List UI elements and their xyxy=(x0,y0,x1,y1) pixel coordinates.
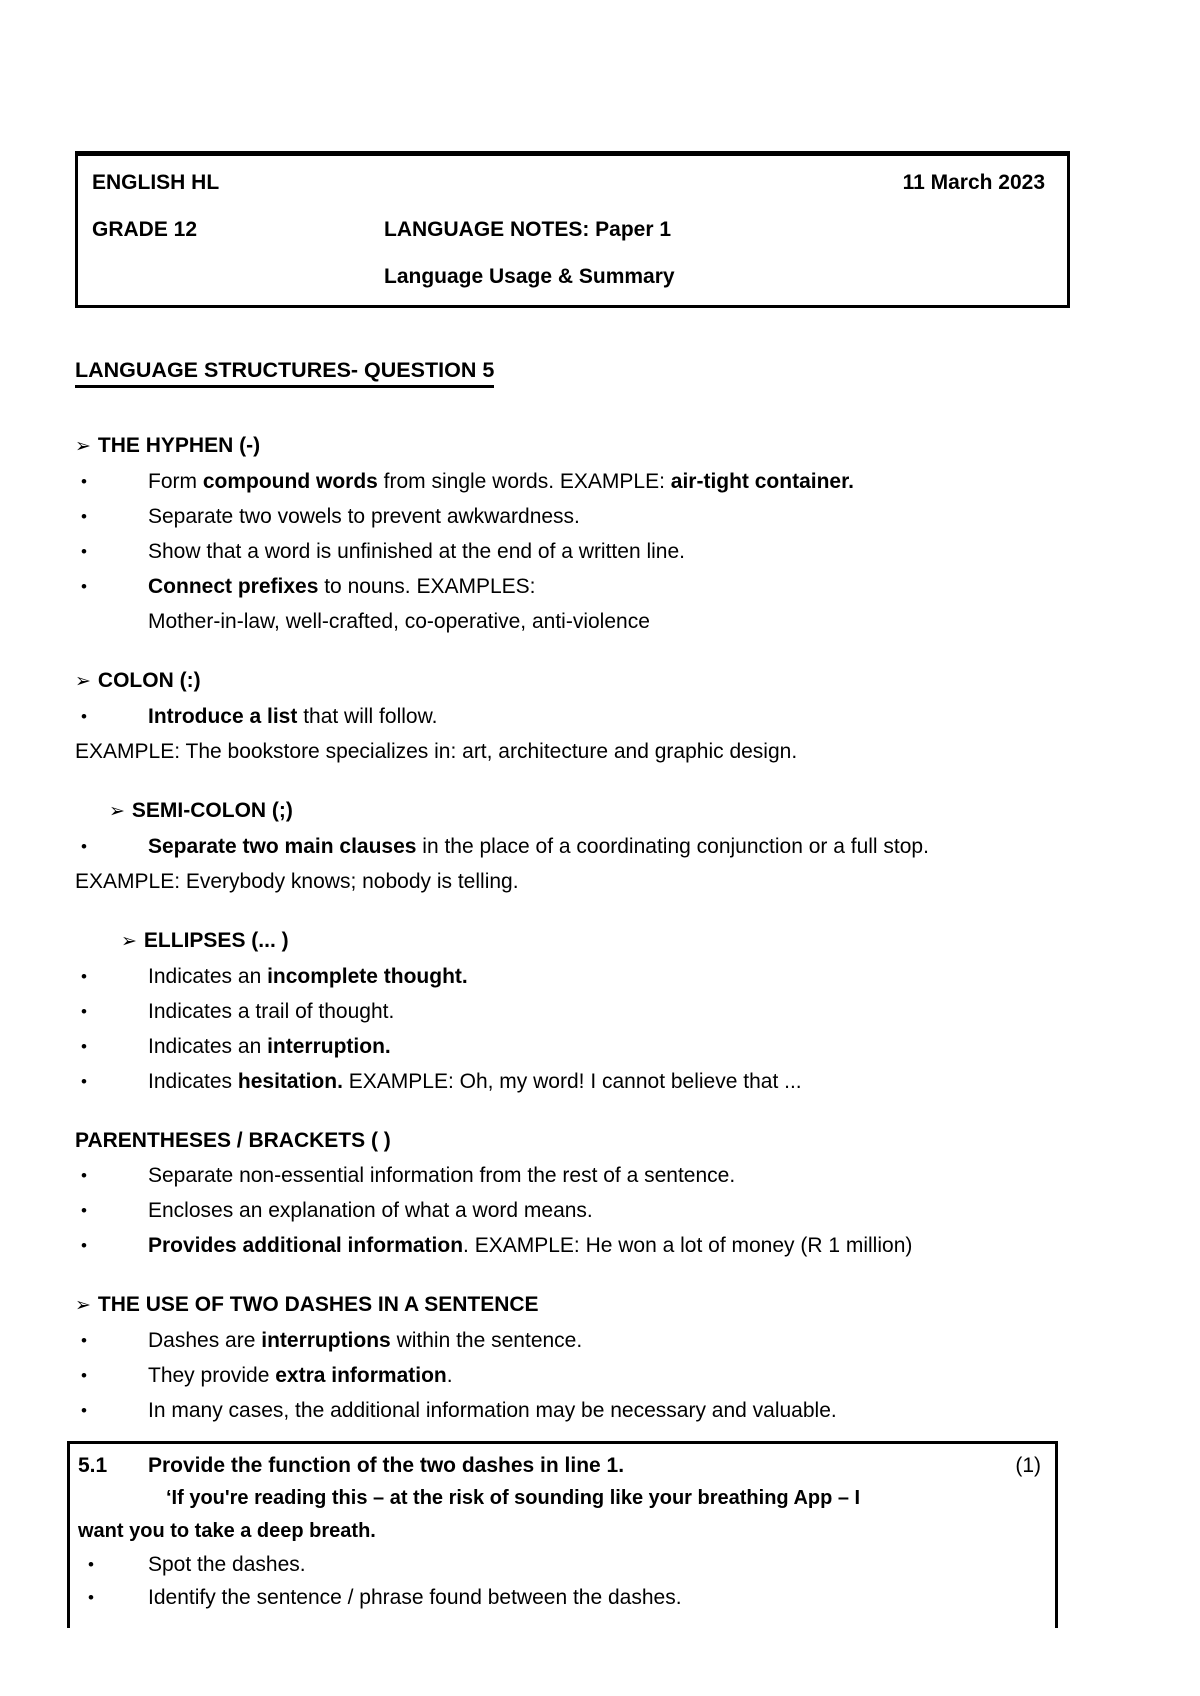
bullet-text xyxy=(148,1234,912,1257)
bullet-line xyxy=(75,569,1070,604)
question-bullet-text: Spot the dashes. xyxy=(148,1553,306,1576)
question-bullet xyxy=(78,1548,1041,1581)
bullet-icon: • xyxy=(81,577,87,596)
bullet-line xyxy=(75,1029,1070,1064)
text-run: that will follow. xyxy=(297,705,438,728)
text-run: Indicates a trail of thought. xyxy=(148,1000,395,1023)
question-box xyxy=(67,1441,1058,1628)
text-run: They provide xyxy=(148,1364,276,1387)
question-text: Provide the function of the two dashes in line 1. xyxy=(148,1454,625,1477)
text-run: from single words. EXAMPLE: xyxy=(377,470,671,493)
section-title xyxy=(75,793,1070,829)
bullet-text xyxy=(148,575,536,598)
example-line xyxy=(75,864,1070,899)
question-marks: (1) xyxy=(1015,1454,1041,1477)
question-number: 5.1 xyxy=(78,1454,108,1477)
text-run: Separate non-essential information from the rest of a sentence. xyxy=(148,1164,736,1187)
bullet-icon: • xyxy=(81,1366,87,1385)
section-title-text: PARENTHESES / BRACKETS ( ) xyxy=(75,1129,391,1152)
question-quote-line-1: ‘If you're reading this – at the risk of sounding like your breathing App – I xyxy=(166,1487,861,1509)
bullet-line xyxy=(75,1064,1070,1099)
arrow-bullet-icon: ➢ xyxy=(109,800,125,822)
bullet-text xyxy=(148,1035,391,1058)
section-parentheses xyxy=(75,1123,1070,1263)
bullet-icon: • xyxy=(81,1236,87,1255)
bullet-line xyxy=(75,994,1070,1029)
bullet-icon: • xyxy=(81,1072,87,1091)
arrow-bullet-icon: ➢ xyxy=(121,930,137,952)
bullet-line xyxy=(75,499,1070,534)
bullet-text xyxy=(148,1364,453,1387)
section-colon xyxy=(75,663,1070,769)
text-run: compound words xyxy=(202,470,378,493)
bullet-line xyxy=(75,1193,1070,1228)
section-hyphen xyxy=(75,428,1070,639)
paper-subtitle: Language Usage & Summary xyxy=(384,265,675,288)
bullet-text xyxy=(148,1070,802,1093)
bullet-icon: • xyxy=(81,507,87,526)
bullet-line xyxy=(75,959,1070,994)
section-title xyxy=(75,428,1070,464)
text-run: Encloses an explanation of what a word means. xyxy=(148,1199,593,1222)
bullet-icon: • xyxy=(81,1037,87,1056)
bullet-line xyxy=(75,1358,1070,1393)
text-run: EXAMPLE: The bookstore specializes in: art, architecture and graphic design. xyxy=(75,740,798,763)
header-box xyxy=(75,151,1070,308)
bullet-text xyxy=(148,1329,582,1352)
bullet-text xyxy=(148,705,437,728)
question-quote-line-2: want you to take a deep breath. xyxy=(78,1520,376,1542)
text-run: interruptions xyxy=(261,1329,391,1352)
continuation-text xyxy=(148,610,650,633)
section-title xyxy=(75,663,1070,699)
section-title-text: THE HYPHEN (-) xyxy=(97,434,261,457)
bullet-line xyxy=(75,534,1070,569)
section-title xyxy=(75,1287,1070,1323)
header-row-2 xyxy=(92,217,1045,242)
date-label: 11 March 2023 xyxy=(902,171,1045,194)
bullet-text xyxy=(148,1399,837,1422)
bullet-text xyxy=(148,1000,394,1023)
arrow-bullet-icon: ➢ xyxy=(75,670,91,692)
text-run: Indicates an xyxy=(148,965,268,988)
bullet-icon: • xyxy=(88,1588,94,1607)
arrow-bullet-icon: ➢ xyxy=(75,1294,91,1316)
bullet-icon: • xyxy=(81,542,87,561)
bullet-icon: • xyxy=(81,967,87,986)
text-run: Separate two vowels to prevent awkwardness. xyxy=(148,505,580,528)
bullet-line xyxy=(75,464,1070,499)
bullet-text xyxy=(148,965,468,988)
bullet-icon: • xyxy=(81,472,87,491)
text-run: within the sentence. xyxy=(390,1329,583,1352)
text-run: Introduce a list xyxy=(148,705,298,728)
subject-label: ENGLISH HL xyxy=(92,171,220,194)
bullet-icon: • xyxy=(81,707,87,726)
text-run: Indicates an xyxy=(148,1035,268,1058)
section-semicolon xyxy=(75,793,1070,899)
text-run: Provides additional information xyxy=(148,1234,464,1257)
bullet-line xyxy=(75,699,1070,734)
bullet-line xyxy=(75,1393,1070,1428)
text-run: to nouns. EXAMPLES: xyxy=(318,575,536,598)
arrow-bullet-icon: ➢ xyxy=(75,435,91,457)
section-title xyxy=(75,1123,1070,1158)
text-run: hesitation. xyxy=(237,1070,343,1093)
main-heading xyxy=(75,358,1070,388)
text-run: EXAMPLE: Oh, my word! I cannot believe that ... xyxy=(342,1070,802,1093)
text-run: air-tight container. xyxy=(670,470,854,493)
text-run: Mother-in-law, well-crafted, co-operative, anti-violence xyxy=(148,610,650,633)
bullet-icon: • xyxy=(88,1555,94,1574)
bullet-text xyxy=(148,1199,593,1222)
text-run: incomplete thought. xyxy=(267,965,468,988)
section-title-text: ELLIPSES (... ) xyxy=(143,929,289,952)
section-title-text: THE USE OF TWO DASHES IN A SENTENCE xyxy=(97,1293,539,1316)
section-ellipses xyxy=(75,923,1070,1099)
grade-label: GRADE 12 xyxy=(92,218,198,241)
bullet-icon: • xyxy=(81,1002,87,1021)
page-content xyxy=(75,0,1070,1628)
bullet-line xyxy=(75,1228,1070,1263)
example-text xyxy=(75,870,519,893)
example-text xyxy=(75,740,797,763)
text-run: Dashes are xyxy=(148,1329,262,1352)
bullet-text xyxy=(148,505,580,528)
bullet-icon: • xyxy=(81,1331,87,1350)
text-run: extra information xyxy=(275,1364,447,1387)
text-run: Separate two main clauses xyxy=(148,835,417,858)
question-row xyxy=(78,1449,1041,1482)
text-run: Connect prefixes xyxy=(148,575,319,598)
section-title-text: SEMI-COLON (;) xyxy=(131,799,293,822)
question-bullet-text: Identify the sentence / phrase found between the dashes. xyxy=(148,1586,682,1609)
section-two-dashes xyxy=(75,1287,1070,1428)
main-heading-text: LANGUAGE STRUCTURES- QUESTION 5 xyxy=(75,358,494,388)
text-run: Show that a word is unfinished at the end of a written line. xyxy=(148,540,685,563)
section-title xyxy=(75,923,1070,959)
text-run: Indicates xyxy=(148,1070,238,1093)
header-row-3 xyxy=(92,264,1045,289)
text-run: in the place of a coordinating conjunction or a full stop. xyxy=(416,835,929,858)
bullet-icon: • xyxy=(81,1401,87,1420)
bullet-icon: • xyxy=(81,1201,87,1220)
continuation-line xyxy=(75,604,1070,639)
header-row-1 xyxy=(92,170,1045,195)
bullet-line xyxy=(75,829,1070,864)
bullet-text xyxy=(148,470,854,493)
question-bullet xyxy=(78,1581,1041,1614)
bullet-line xyxy=(75,1323,1070,1358)
bullet-text xyxy=(148,835,929,858)
text-run: . xyxy=(446,1364,453,1387)
text-run: EXAMPLE: Everybody knows; nobody is telling. xyxy=(75,870,519,893)
paper-title: LANGUAGE NOTES: Paper 1 xyxy=(384,218,672,241)
example-line xyxy=(75,734,1070,769)
text-run: . EXAMPLE: He won a lot of money (R 1 million) xyxy=(463,1234,913,1257)
bullet-line xyxy=(75,1158,1070,1193)
text-run: In many cases, the additional information may be necessary and valuable. xyxy=(148,1399,837,1422)
text-run: Form xyxy=(148,470,203,493)
bullet-text xyxy=(148,1164,735,1187)
bullet-icon: • xyxy=(81,1166,87,1185)
bullet-icon: • xyxy=(81,837,87,856)
bullet-text xyxy=(148,540,685,563)
section-title-text: COLON (:) xyxy=(97,669,201,692)
text-run: interruption. xyxy=(267,1035,391,1058)
